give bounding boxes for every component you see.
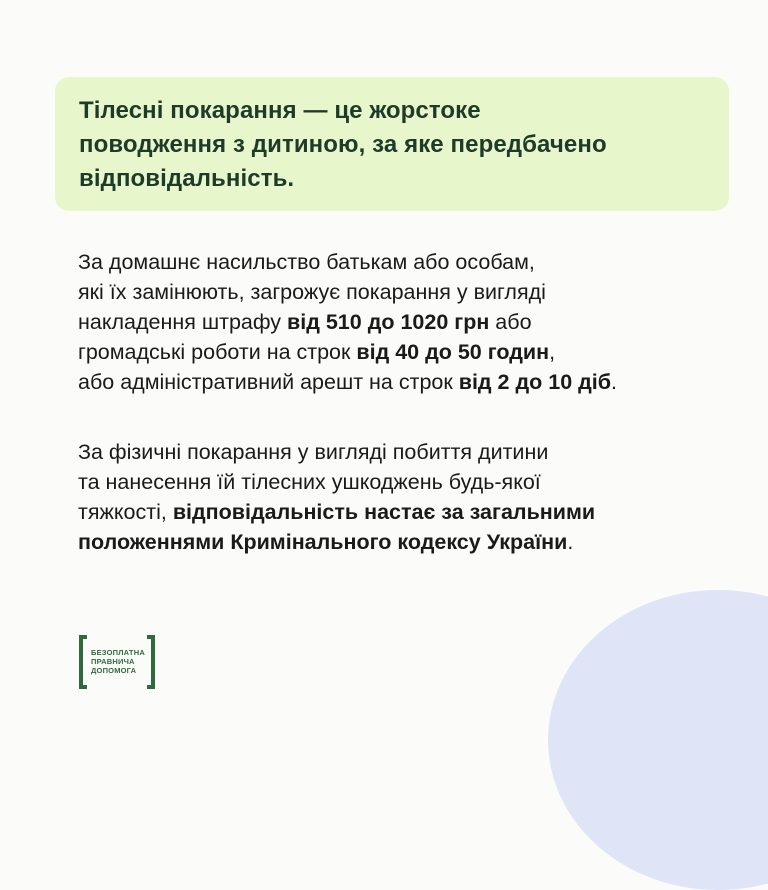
paragraph-text: або адміністративний арешт на строк <box>78 370 459 394</box>
paragraph-text: , <box>549 340 556 364</box>
paragraph-text: За домашнє насильство батькам або особам, <box>78 250 535 274</box>
logo-line: ДОПОМОГА <box>91 666 137 675</box>
fine-amount: від 510 до 1020 грн <box>287 310 490 334</box>
paragraph-text: громадські роботи на строк <box>78 340 357 364</box>
logo-left-bracket-icon <box>79 635 87 689</box>
paragraph-text: За фізичні покарання у вигляді побиття дитини <box>78 440 549 464</box>
callout-line: Тілесні покарання — це жорстоке <box>79 97 481 124</box>
highlight-callout <box>55 77 729 211</box>
paragraph-text: та нанесення їй тілесних ушкоджень будь-якої <box>78 470 541 494</box>
logo-line: БЕЗОПЛАТНА <box>91 648 145 657</box>
callout-line: поводження з дитиною, за яке передбачено <box>79 131 607 158</box>
callout-text <box>79 94 705 196</box>
paragraph-text: або <box>489 310 532 334</box>
logo-text <box>91 648 145 675</box>
free-legal-aid-logo <box>79 635 155 689</box>
arrest-duration: від 2 до 10 діб <box>458 370 612 394</box>
paragraph-text: які їх замінюють, загрожує покарання у вигляді <box>78 280 546 304</box>
paragraph-text: . <box>567 530 574 554</box>
paragraph-text: тяжкості, <box>78 500 173 524</box>
criminal-liability-text: відповідальність настає за загальними <box>172 500 596 524</box>
decorative-corner-shape <box>548 590 768 890</box>
paragraph-text: накладення штрафу <box>78 310 288 334</box>
physical-punishment-paragraph <box>78 437 738 557</box>
logo-right-bracket-icon <box>147 635 155 689</box>
community-service-hours: від 40 до 50 годин <box>356 340 550 364</box>
callout-line: відповідальність. <box>79 165 295 192</box>
domestic-violence-paragraph <box>78 247 738 397</box>
logo-line: ПРАВНИЧА <box>91 657 135 666</box>
paragraph-text: . <box>611 370 618 394</box>
criminal-code-reference: положеннями Кримінального кодексу України <box>78 530 568 554</box>
